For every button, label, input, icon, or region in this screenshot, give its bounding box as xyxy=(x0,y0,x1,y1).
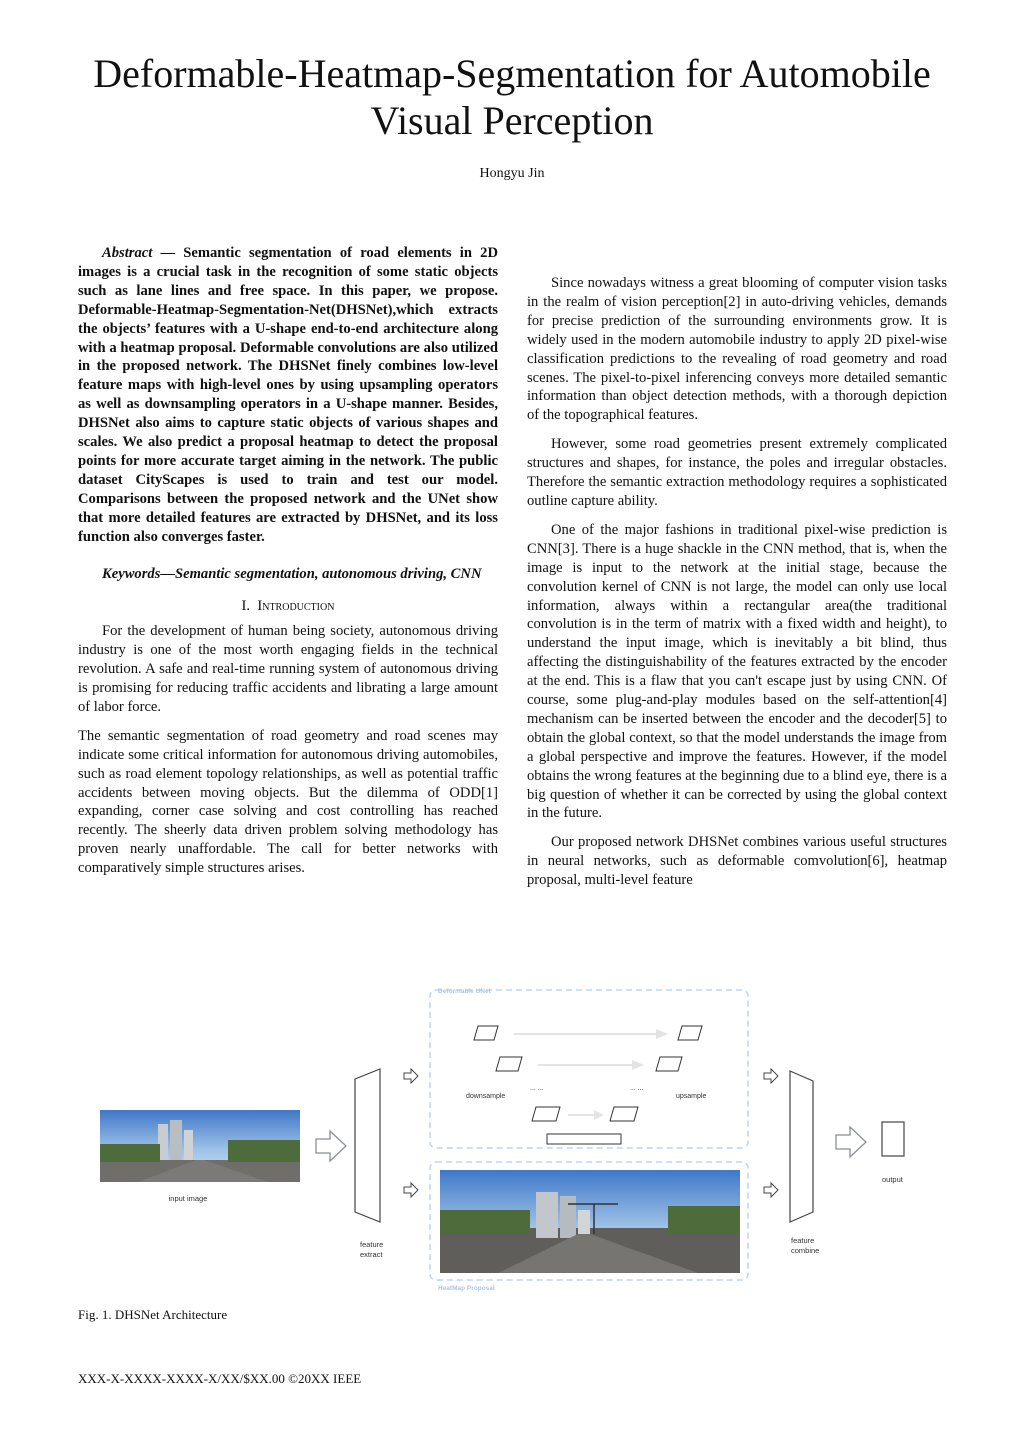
paragraph: For the development of human being society, autonomous driving industry is one of the most worth engaging fields in the technical revolution. A safe and real-time running system of autonomous driving is promising for reducing traffic accidents and librating a large amount of labor force. xyxy=(78,623,498,715)
input-image-label: input image xyxy=(168,1194,208,1203)
paper-title: Deformable-Heatmap-Segmentation for Automobile Visual Perception xyxy=(93,51,931,143)
heatmap-proposal-label: HeatMap Proposal xyxy=(438,1285,495,1292)
right-column xyxy=(527,274,947,900)
input-image xyxy=(100,1110,300,1182)
feature-combine-block xyxy=(790,1071,813,1222)
keywords: Keywords—Semantic segmentation, autonomous driving, CNN xyxy=(102,565,482,582)
feature-extract-block xyxy=(355,1069,380,1222)
heatmap-image xyxy=(440,1170,740,1273)
arrow-icon xyxy=(764,1183,778,1197)
architecture-figure xyxy=(78,984,944,1294)
abstract xyxy=(78,244,498,547)
left-column xyxy=(78,244,498,888)
feature-extract-label-2: extract xyxy=(360,1250,383,1259)
downsample-label: downsample xyxy=(466,1093,506,1100)
arrow-icon xyxy=(836,1127,866,1157)
output-label: output xyxy=(882,1175,903,1184)
dots-right: ... ... xyxy=(630,1085,644,1092)
feature-combine-label-2: combine xyxy=(791,1246,820,1255)
deformable-unet-box xyxy=(430,990,748,1148)
output-block xyxy=(882,1122,904,1156)
abstract-text: — Semantic segmentation of road elements in 2D images is a crucial task in the recognition of some static objects such as lane lines and free space. In this paper, we propose. Deformable-Heatmap-Segmentation-Net(DHSNet),which extracts the objects’ features with a U-shape end-to-end architecture along with a heatmap proposal. Deformable convolutions are also utilized in the proposed network. The DHSNet finely combines low-level feature maps with high-level ones by using upsampling operators as well as downsampling operators in a U-shape manner. Besides, DHSNet also aims to capture static objects of various shapes and scales. We also predict a proposal heatmap to detect the proposal points for more accurate target aiming in the network. The public dataset CityScapes is used to train and test our model. Comparisons between the proposed network and the UNet show that more detailed features are extracted by DHSNet, and its loss function also converges faster. xyxy=(78,245,498,545)
upsample-label: upsample xyxy=(676,1093,707,1100)
feature-combine-label-1: feature xyxy=(791,1236,815,1245)
arrow-icon xyxy=(404,1069,418,1083)
author-name: Hongyu Jin xyxy=(479,166,545,181)
section-heading xyxy=(78,597,498,616)
paragraph: Our proposed network DHSNet combines various useful structures in neural networks, such as deformable comvolution[6], heatmap proposal, multi-level feature xyxy=(527,834,947,889)
paragraph: One of the major fashions in traditional pixel-wise prediction is CNN[3]. There is a huge shackle in the CNN method, that is, when the image is input to the network at the initial stage, because the convolution kernel of CNN is not large, the model can only use local information, always within a rectangular area(the traditional convolution is in the term of matrix with a fixed width and height), to understand the input image, which is inevitably a bit blind, thus affecting the distinguishability of the features extracted by the encoder at the end. This is a flaw that you can't escape just by using CNN. Of course, some plug-and-play modules based on the self-attention[4] mechanism can be inserted between the encoder and the decoder[5] to obtain the global context, so that the model understands the image from a global perspective and improve the features. However, if the model obtains the wrong features at the beginning due to a blind eye, there is a big question of whether it can be corrected by using the global context in the future. xyxy=(527,521,947,822)
figure-caption: Fig. 1. DHSNet Architecture xyxy=(78,1307,228,1322)
paragraph: The semantic segmentation of road geometry and road scenes may indicate some critical information for autonomous driving automobiles, such as road element topology relationships, as well as potential traffic accidents between moving objects. But the dilemma of ODD[1] expanding, corner case solving and cost controlling has reached recently. The sheerly data driven problem solving methodology has proven nearly unaffordable. The call for better networks with comparatively simple structures arises. xyxy=(78,727,498,877)
section-title: Introduction xyxy=(257,598,335,615)
abstract-label: Abstract xyxy=(102,245,153,261)
arrow-icon xyxy=(316,1131,346,1161)
feature-extract-label-1: feature xyxy=(360,1240,384,1249)
paragraph: Since nowadays witness a great blooming of computer vision tasks in the realm of vision perception[2] in auto-driving vehicles, demands for precise prediction of the surrounding environments grow. It is widely used in the modern automobile industry to apply 2D pixel-wise classification predictions to the revealing of road geometry and road scenes. The pixel-to-pixel inferencing conveys more detailed semantic information than object detection methods, with a thorough depiction of the topographical features. xyxy=(527,275,947,424)
dots-left: ... ... xyxy=(530,1085,544,1092)
arrow-icon xyxy=(764,1069,778,1083)
footer-copyright: XXX-X-XXXX-XXXX-X/XX/$XX.00 ©20XX IEEE xyxy=(78,1371,362,1386)
section-number: I. xyxy=(241,598,251,615)
arrow-icon xyxy=(404,1183,418,1197)
paragraph: However, some road geometries present extremely complicated structures and shapes, for instance, the poles and irregular obstacles. Therefore the semantic extraction methodology requires a sophisticated outline capture ability. xyxy=(527,436,947,509)
deformable-unet-label: Deformable UNet xyxy=(438,988,491,995)
architecture-diagram xyxy=(78,984,944,1294)
